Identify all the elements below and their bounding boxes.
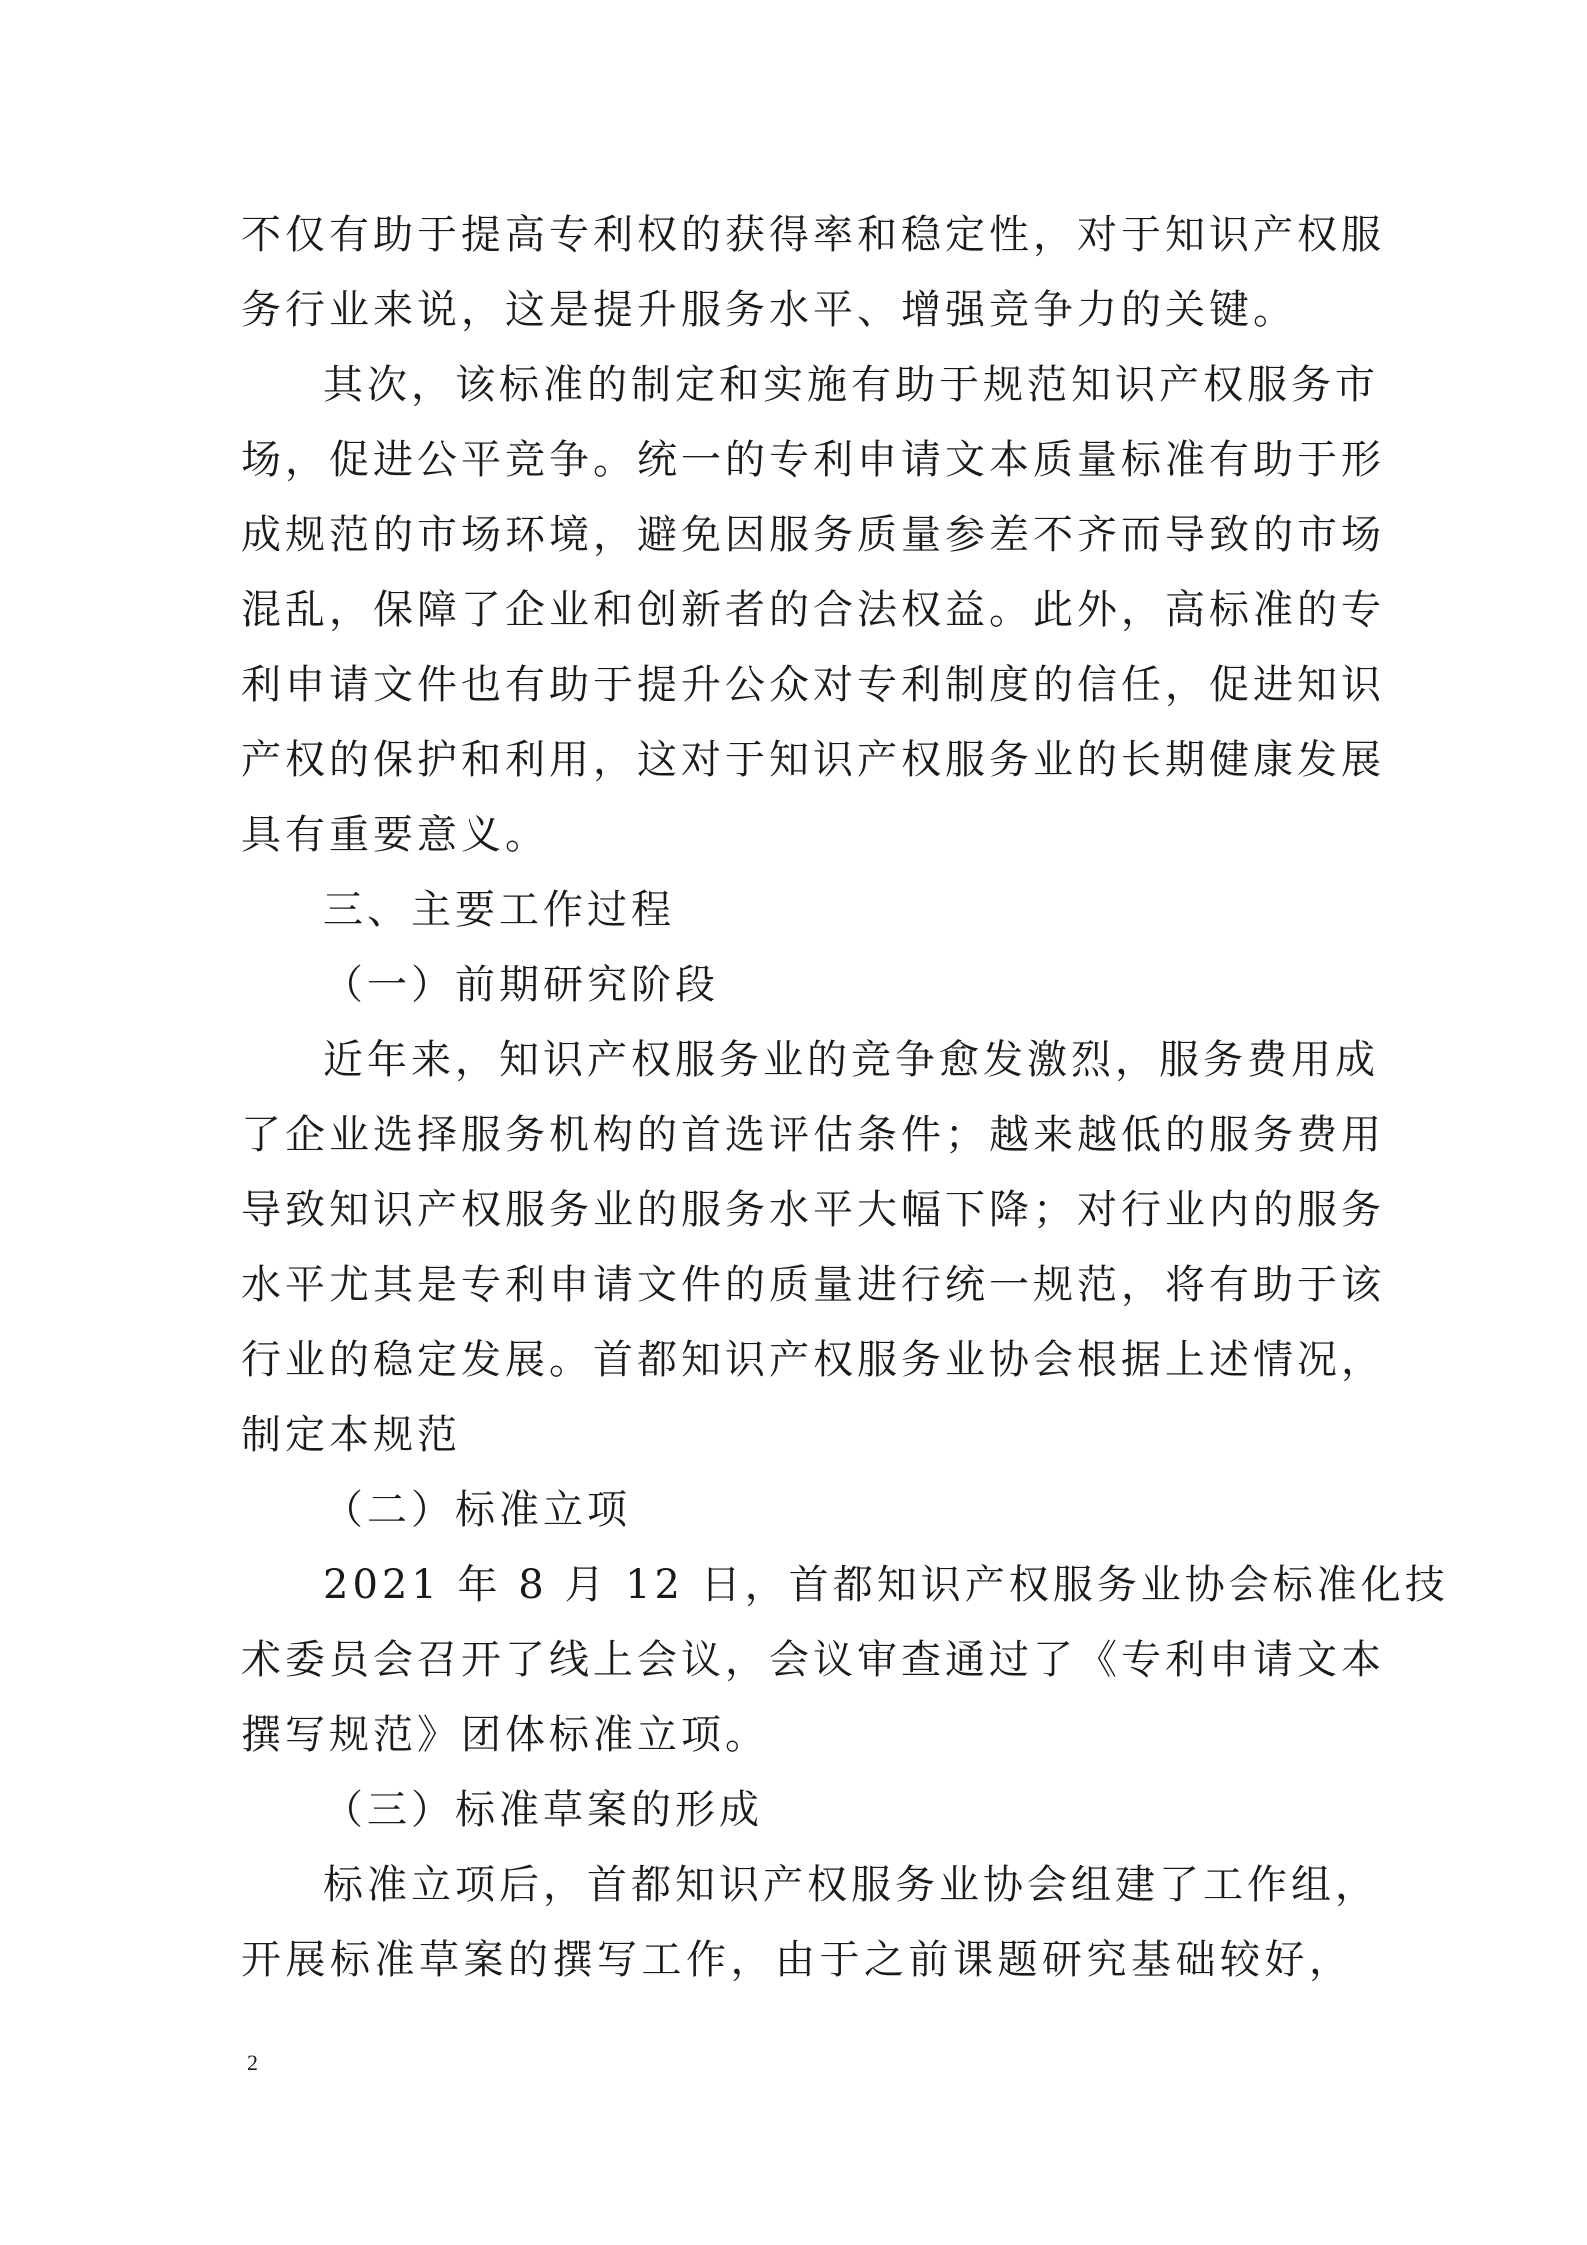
body-text [241, 198, 1449, 1998]
text-line: 标准立项后，首都知识产权服务业协会组建了工作组， [323, 1862, 1379, 1908]
text-line: 混乱，保障了企业和创新者的合法权益。此外，高标准的专 [241, 587, 1385, 633]
text-line: 水平尤其是专利申请文件的质量进行统一规范，将有助于该 [241, 1262, 1385, 1308]
subsection-heading: （三）标准草案的形成 [323, 1787, 763, 1833]
text-line: 撰写规范》团体标准立项。 [241, 1712, 769, 1758]
text-line: 不仅有助于提高专利权的获得率和稳定性，对于知识产权服 [241, 212, 1385, 258]
text-line: 其次，该标准的制定和实施有助于规范知识产权服务市 [323, 362, 1379, 408]
page-number: 2 [247, 2050, 258, 2075]
text-line: 导致知识产权服务业的服务水平大幅下降；对行业内的服务 [241, 1187, 1385, 1233]
text-line: 开展标准草案的撰写工作，由于之前课题研究基础较好， [241, 1937, 1353, 1983]
text-line: 务行业来说，这是提升服务水平、增强竞争力的关键。 [241, 287, 1297, 333]
text-line: 制定本规范 [241, 1412, 461, 1458]
text-line: 术委员会召开了线上会议，会议审查通过了《专利申请文本 [241, 1637, 1385, 1683]
text-line: 近年来，知识产权服务业的竞争愈发激烈，服务费用成 [323, 1037, 1379, 1083]
text-line: 成规范的市场环境，避免因服务质量参差不齐而导致的市场 [241, 512, 1385, 558]
subsection-heading: （一）前期研究阶段 [323, 962, 719, 1008]
text-line: 利申请文件也有助于提升公众对专利制度的信任，促进知识 [241, 662, 1385, 708]
section-heading: 三、主要工作过程 [323, 887, 675, 933]
text-line: 2021 年 8 月 12 日，首都知识产权服务业协会标准化技 [323, 1562, 1449, 1608]
text-line: 具有重要意义。 [241, 812, 549, 858]
subsection-heading: （二）标准立项 [323, 1487, 631, 1533]
text-line: 场，促进公平竞争。统一的专利申请文本质量标准有助于形 [241, 437, 1385, 483]
text-line: 产权的保护和利用，这对于知识产权服务业的长期健康发展 [241, 737, 1385, 783]
text-line: 了企业选择服务机构的首选评估条件；越来越低的服务费用 [241, 1112, 1385, 1158]
text-line: 行业的稳定发展。首都知识产权服务业协会根据上述情况， [241, 1337, 1385, 1383]
